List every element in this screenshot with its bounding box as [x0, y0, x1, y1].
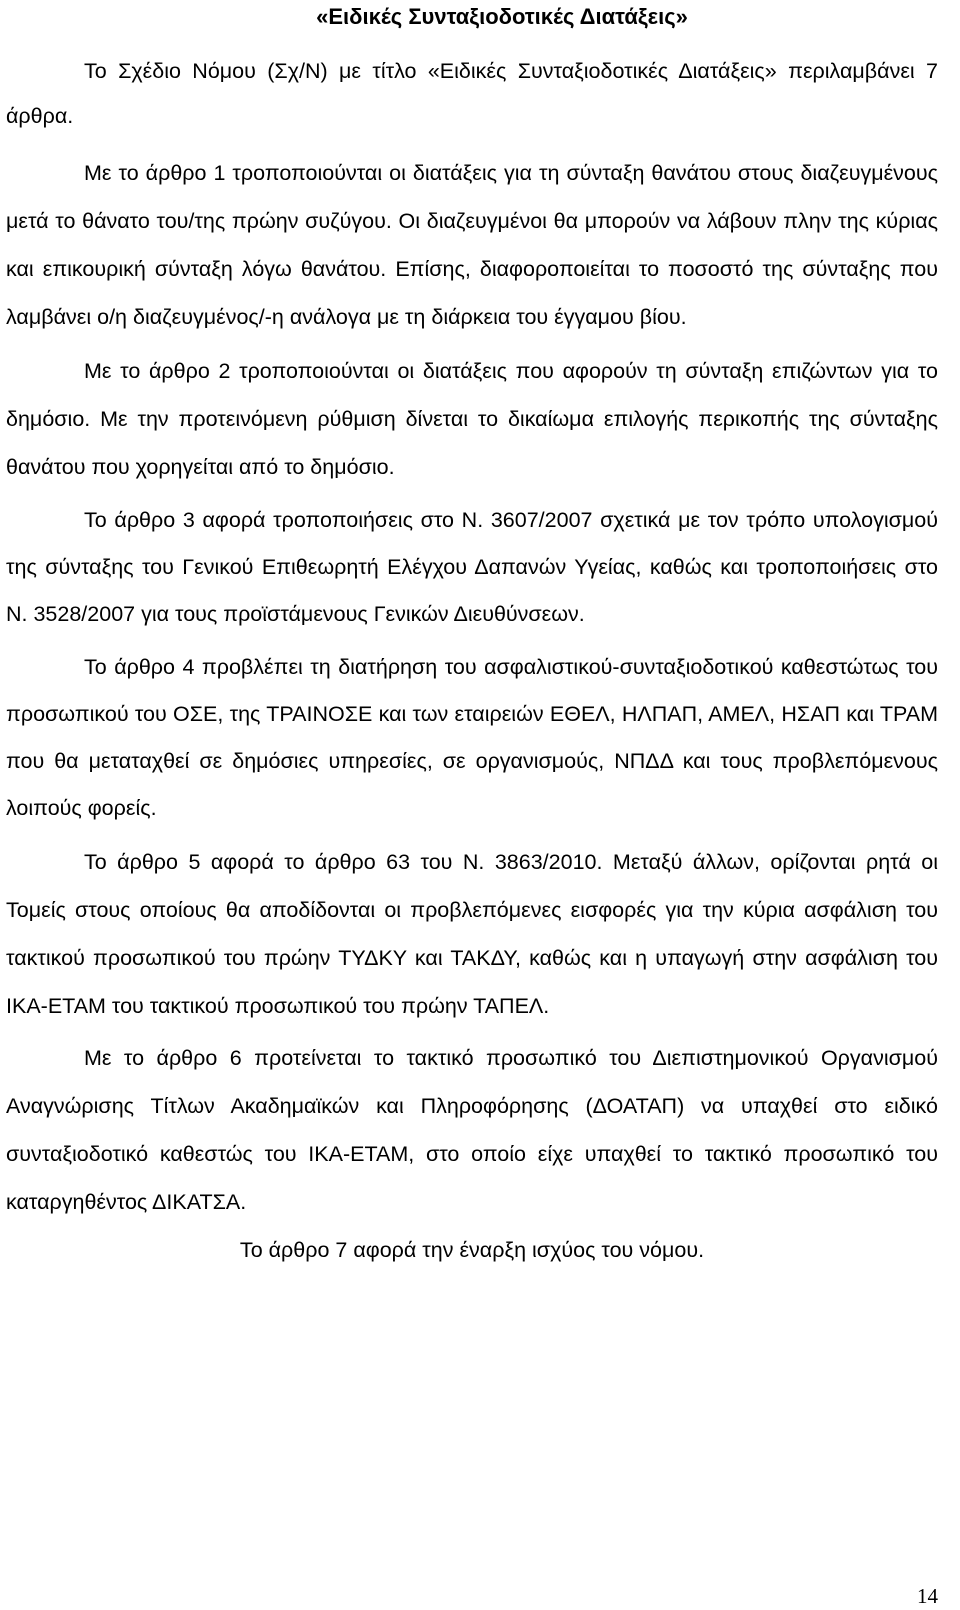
paragraph-article-7: Το άρθρο 7 αφορά την έναρξη ισχύος του νόμου. — [239, 1238, 705, 1262]
paragraph-article-3: Το άρθρο 3 αφορά τροποποιήσεις στο Ν. 3607/2007 σχετικά με τον τρόπο υπολογισμού της σύνταξης του Γενικού Επιθεωρητή Ελέγχου Δαπανών Υγείας, καθώς και τροποποιήσεις στο Ν. 3528/2007 για τους προϊστάμενους Γενικών Διευθύνσεων. — [6, 508, 938, 626]
paragraph-article-1: Με το άρθρο 1 τροποποιούνται οι διατάξεις για τη σύνταξη θανάτου στους διαζευγμένους μετά το θάνατο του/της πρώην συζύγου. Οι διαζευγμένοι θα μπορούν να λάβουν πλην της κύριας και επικουρική σύνταξη λόγω θανάτου. Επίσης, διαφοροποιείται το ποσοστό της σύνταξης που λαμβάνει ο/η διαζευγμένος/-η ανάλογα με τη διάρκεια του έγγαμου βίου. — [6, 161, 938, 329]
paragraph-article-4: Το άρθρο 4 προβλέπει τη διατήρηση του ασφαλιστικού-συνταξιοδοτικού καθεστώτως του προσωπικού του ΟΣΕ, της ΤΡΑΙΝΟΣΕ και των εταιρειών ΕΘΕΛ, ΗΛΠΑΠ, ΑΜΕΛ, ΗΣΑΠ και ΤΡΑΜ που θα μεταταχθεί σε δημόσιες υπηρεσίες, σε οργανισμούς, ΝΠΔΔ και τους προβλεπόμενους λοιπούς φορείς. — [6, 655, 938, 820]
document-title: «Ειδικές Συνταξιοδοτικές Διατάξεις» — [316, 4, 688, 29]
paragraph-article-6: Με το άρθρο 6 προτείνεται το τακτικό προσωπικό του Διεπιστημονικού Οργανισμού Αναγνώρισης Τίτλων Ακαδημαϊκών και Πληροφόρησης (ΔΟΑΤΑΠ) να υπαχθεί στο ειδικό συνταξιοδοτικό καθεστώς του ΙΚΑ-ΕΤΑΜ, στο οποίο είχε υπαχθεί το τακτικό προσωπικό του καταργηθέντος ΔΙΚΑΤΣΑ. — [6, 1046, 938, 1214]
paragraph-article-5: Το άρθρο 5 αφορά το άρθρο 63 του Ν. 3863/2010. Μεταξύ άλλων, ορίζονται ρητά οι Τομείς στους οποίους θα αποδίδονται οι προβλεπόμενες εισφορές για την κύρια ασφάλιση του τακτικού προσωπικού του πρώην ΤΥΔΚΥ και ΤΑΚΔΥ, καθώς και η υπαγωγή στην ασφάλιση του ΙΚΑ-ΕΤΑΜ του τακτικού προσωπικού του πρώην ΤΑΠΕΛ. — [6, 850, 938, 1018]
page-number: 14 — [917, 1584, 938, 1608]
paragraph-intro: Το Σχέδιο Νόμου (Σχ/Ν) με τίτλο «Ειδικές Συνταξιοδοτικές Διατάξεις» περιλαμβάνει 7 άρθρα. — [6, 59, 938, 128]
paragraph-article-2: Με το άρθρο 2 τροποποιούνται οι διατάξεις που αφορούν τη σύνταξη επιζώντων για το δημόσιο. Με την προτεινόμενη ρύθμιση δίνεται το δικαίωμα επιλογής περικοπής της σύνταξης θανάτου που χορηγείται από το δημόσιο. — [6, 359, 938, 479]
document-page — [6, 0, 938, 1274]
